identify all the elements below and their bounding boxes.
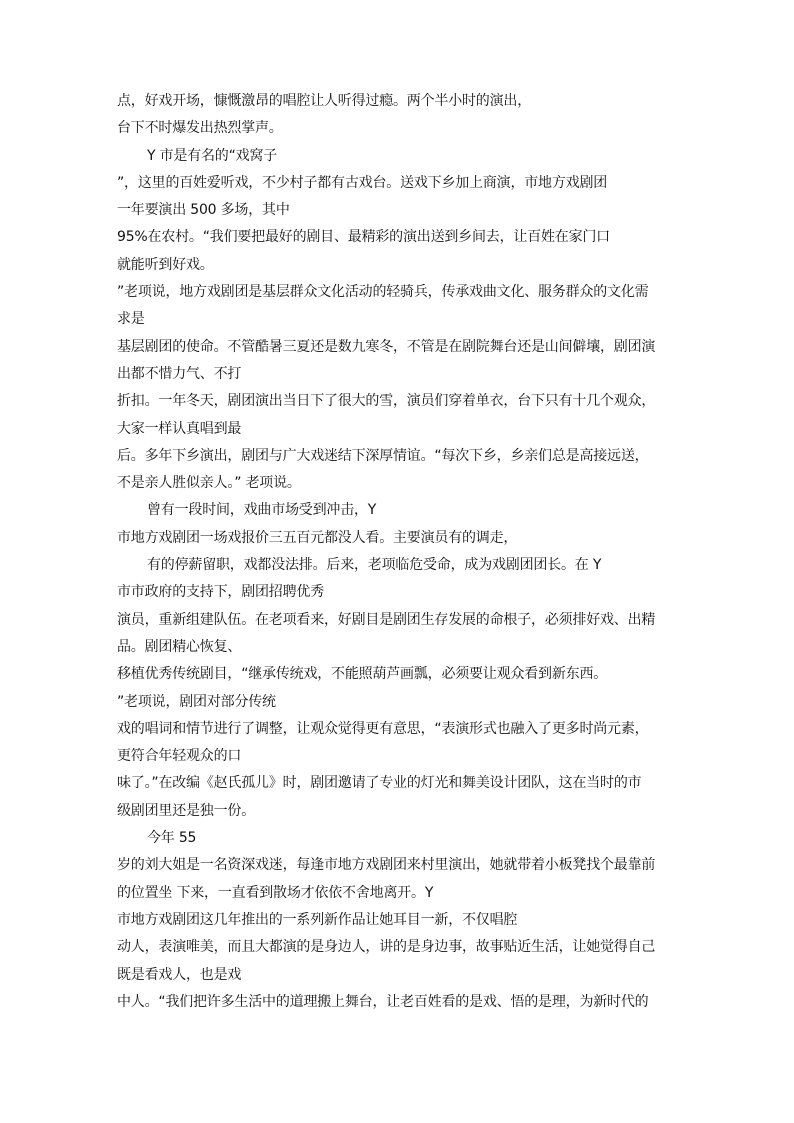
text-line: 级剧团里还是独一份。 xyxy=(117,802,255,819)
text-line: 的位置坐 下来，一直看到散场才依依不舍地离开。Y xyxy=(117,884,434,901)
text-line: 味了。”在改编《赵氏孤儿》时，剧团邀请了专业的灯光和舞美设计团队，这在当时的市 xyxy=(117,775,642,792)
text-line: 中人。“我们把许多生活中的道理搬上舞台，让老百姓看的是戏、悟的是理，为新时代的 xyxy=(117,993,649,1010)
text-line: 既是看戏人，也是戏 xyxy=(117,966,242,983)
text-line: 95%在农村。“我们要把最好的剧目、最精彩的演出送到乡间去，让百姓在家门口 xyxy=(117,229,610,246)
text-line: 市地方戏剧团这几年推出的一系列新作品让她耳目一新，不仅唱腔 xyxy=(117,911,518,928)
text-line: ”老项说，地方戏剧团是基层群众文化活动的轻骑兵，传承戏曲文化、服务群众的文化需 xyxy=(117,284,649,301)
text-line: 有的停薪留职，戏都没法排。后来，老项临危受命，成为戏剧团团长。在 Y xyxy=(147,557,602,574)
text-line: 一年要演出 500 多场，其中 xyxy=(117,202,290,219)
text-line: 演员，重新组建队伍。在老项看来，好剧目是剧团生存发展的命根子，必须排好戏、出精 xyxy=(117,611,656,628)
text-line: 后。多年下乡演出，剧团与广大戏迷结下深厚情谊。“每次下乡，乡亲们总是高接远送， xyxy=(117,447,649,464)
text-line: 曾有一段时间，戏曲市场受到冲击，Y xyxy=(147,502,377,519)
text-line: 折扣。一年冬天，剧团演出当日下了很大的雪，演员们穿着单衣，台下只有十几个观众， xyxy=(117,393,656,410)
text-line: 市地方戏剧团一场戏报价三五百元都没人看。主要演员有的调走， xyxy=(117,529,518,546)
text-line: 点，好戏开场，慷慨激昂的唱腔让人听得过瘾。两个半小时的演出， xyxy=(117,93,531,109)
text-line: 更符合年轻观众的口 xyxy=(117,748,242,765)
text-line: 求是 xyxy=(117,311,145,328)
text-line: 今年 55 xyxy=(147,830,197,847)
text-line: 就能听到好戏。 xyxy=(117,256,214,273)
text-line: 市市政府的支持下，剧团招聘优秀 xyxy=(117,584,324,601)
text-line: 台下不时爆发出热烈掌声。 xyxy=(117,120,283,137)
text-line: 大家一样认真唱到最 xyxy=(117,420,242,437)
text-line: 移植优秀传统剧目，“继承传统戏，不能照葫芦画瓢，必须要让观众看到新东西。 xyxy=(117,666,608,683)
text-line: 基层剧团的使命。不管酷暑三夏还是数九寒冬，不管是在剧院舞台还是山间僻壤，剧团演 xyxy=(117,338,656,355)
text-line: 岁的刘大姐是一名资深戏迷，每逢市地方戏剧团来村里演出，她就带着小板凳找个最靠前 xyxy=(117,857,656,874)
text-line: 品。剧团精心恢复、 xyxy=(117,638,242,655)
document-body xyxy=(117,88,687,1016)
text-line: ”，这里的百姓爱听戏，不少村子都有古戏台。送戏下乡加上商演，市地方戏剧团 xyxy=(117,174,608,191)
text-line: Y 市是有名的“戏窝子 xyxy=(147,147,278,164)
text-line: ”老项说，剧团对部分传统 xyxy=(117,693,276,710)
text-line: 不是亲人胜似亲人。” 老项说。 xyxy=(117,475,301,492)
text-line: 出都不惜力气、不打 xyxy=(117,365,242,382)
text-line: 戏的唱词和情节进行了调整，让观众觉得更有意思，“表演形式也融入了更多时尚元素， xyxy=(117,720,649,737)
text-line: 动人，表演唯美，而且大都演的是身边人，讲的是身边事，故事贴近生活，让她觉得自己 xyxy=(117,939,656,956)
